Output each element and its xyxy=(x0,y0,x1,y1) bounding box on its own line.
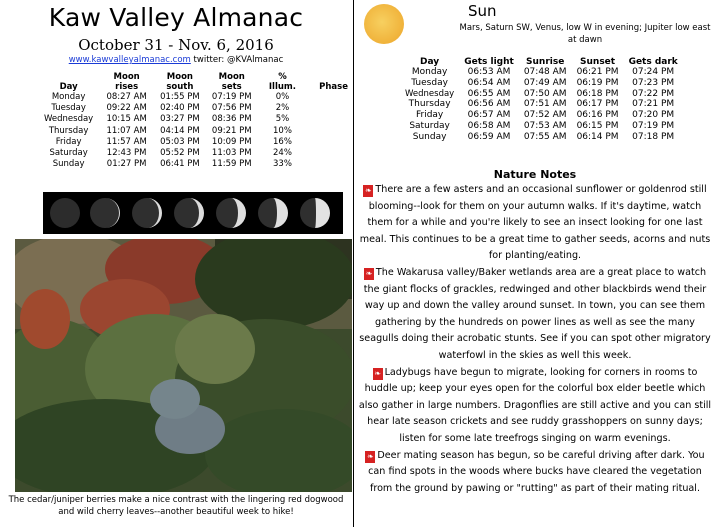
moon-cell xyxy=(305,92,352,103)
table-row xyxy=(40,114,352,125)
sun-cell: 06:58 AM xyxy=(467,120,511,131)
sun-cell: 06:21 PM xyxy=(576,67,619,77)
moon-cell: 10:15 AM xyxy=(106,114,147,125)
moon-cell: 05:52 PM xyxy=(160,148,200,159)
moon-header-rises: Moon rises xyxy=(113,72,140,92)
moon-header-sets: Moon sets xyxy=(218,72,245,92)
table-row xyxy=(400,99,683,110)
sun-cell: 07:20 PM xyxy=(632,110,675,121)
sun-cell: 07:51 AM xyxy=(523,99,567,110)
moon-header-south xyxy=(156,73,204,92)
moon-cell: 11:07 AM xyxy=(106,125,147,136)
moon-phase-icon xyxy=(256,196,290,230)
moon-phase-icon xyxy=(214,196,248,230)
moon-cell: Saturday xyxy=(49,148,88,159)
sun-cell: 06:16 PM xyxy=(576,110,619,121)
sun-cell: 06:18 PM xyxy=(576,88,619,99)
moon-header-day: Day xyxy=(59,81,78,92)
moon-cell xyxy=(305,137,352,148)
table-row xyxy=(400,89,683,100)
photo-caption: The cedar/juniper berries make a nice contrast with the lingering red dogwood and wild cherry leaves--another beautiful week to hike! xyxy=(8,495,344,517)
moon-cell: 0% xyxy=(275,92,290,102)
table-row xyxy=(40,103,352,114)
moon-cell: 05:03 PM xyxy=(160,136,200,147)
page-divider xyxy=(353,0,354,527)
sun-cell: 06:56 AM xyxy=(467,99,511,110)
sun-cell: 07:52 AM xyxy=(523,110,567,121)
sun-cell: 06:57 AM xyxy=(467,110,511,121)
table-row xyxy=(400,110,683,121)
moon-cell: 12:43 PM xyxy=(106,148,147,159)
moon-phase-icon xyxy=(172,196,206,230)
nature-note-text: There are a few asters and an occasional sunflower or goldenrod still blooming--look for them on your autumn walks. If it's daytime, watch them for a while and you're likely to see an insect looking for one last meal. This continues to be a great time to gather seeds, acorns and nuts for planting/eating. xyxy=(359,184,711,262)
moon-cell: 10:09 PM xyxy=(211,136,252,147)
moon-header-south-text: Moon south xyxy=(166,72,194,92)
sun-header-gets-light: Gets light xyxy=(464,57,514,67)
nature-note-text: The Wakarusa valley/Baker wetlands area are a great place to watch the giant flocks of grackles, redwinged and other blackbirds wend their way up and down the valley around sunset. In town, you can see them gathering by the hundreds on power lines as well as see the many seagulls doing their acrobatic stunts. See if you can spot other migratory waterfowl in the skies as well this week. xyxy=(359,266,711,361)
sun-cell: Friday xyxy=(415,110,444,121)
moon-cell: 09:21 PM xyxy=(211,125,252,136)
moon-cell: 11:03 PM xyxy=(211,148,252,159)
moon-cell: 5% xyxy=(275,114,290,125)
table-row xyxy=(40,137,352,148)
moon-cell: 24% xyxy=(273,148,292,159)
sun-header-sunrise: Sunrise xyxy=(526,57,565,67)
sun-title: Sun xyxy=(468,2,497,20)
sun-cell: 07:22 PM xyxy=(632,88,675,99)
moon-cell: 01:55 PM xyxy=(160,92,200,102)
left-page xyxy=(0,0,352,527)
links-line xyxy=(0,55,352,65)
moon-cell xyxy=(305,159,352,170)
sun-cell: Thursday xyxy=(408,99,451,110)
twitter-handle: twitter: @KVAlmanac xyxy=(193,55,284,65)
sun-cell: Wednesday xyxy=(405,88,455,99)
moon-cell xyxy=(305,103,352,114)
moon-cell: Sunday xyxy=(52,159,85,170)
moon-cell xyxy=(305,126,352,137)
table-row xyxy=(400,121,683,132)
moon-cell: 11:57 AM xyxy=(106,136,147,147)
moon-cell: 01:27 PM xyxy=(106,159,147,170)
moon-cell: 02:40 PM xyxy=(160,103,200,114)
moon-cell xyxy=(305,114,352,125)
sun-cell: 06:14 PM xyxy=(576,131,619,142)
moon-header-illum: % Illum. xyxy=(268,72,297,92)
sun-table-header xyxy=(400,57,683,67)
sun-cell: 06:17 PM xyxy=(576,99,619,110)
nature-note xyxy=(356,448,714,498)
moon-header-phase: Phase xyxy=(319,81,348,92)
nature-note xyxy=(356,182,714,265)
sun-header-day: Day xyxy=(420,57,440,67)
moon-cell: 03:27 PM xyxy=(160,114,200,125)
sun-header-gets-dark: Gets dark xyxy=(628,57,678,67)
table-row xyxy=(40,92,352,103)
leaf-icon: ❧ xyxy=(367,451,374,461)
sun-table xyxy=(400,57,683,143)
sun-cell: 06:15 PM xyxy=(576,120,619,131)
sun-cell: Tuesday xyxy=(411,77,448,88)
moon-cell: 04:14 PM xyxy=(160,125,200,136)
sun-cell: 07:49 AM xyxy=(523,77,567,88)
moon-cell: Tuesday xyxy=(51,103,86,114)
nature-photo xyxy=(15,239,352,492)
nature-note xyxy=(356,365,714,448)
sun-cell: 06:54 AM xyxy=(467,77,511,88)
leaf-icon: ❧ xyxy=(365,186,372,195)
leaf-icon: ❧ xyxy=(365,268,373,278)
table-row xyxy=(40,148,352,159)
nature-notes-heading: Nature Notes xyxy=(493,168,577,181)
moon-cell: Monday xyxy=(51,92,86,102)
sun-cell: 07:19 PM xyxy=(632,120,675,131)
moon-phase-icon xyxy=(48,196,82,230)
moon-cell: 11:59 PM xyxy=(211,159,252,170)
sun-cell: 06:53 AM xyxy=(467,67,511,77)
sun-cell: 07:23 PM xyxy=(632,77,675,88)
moon-cell: 07:19 PM xyxy=(211,92,252,102)
table-row xyxy=(40,159,352,170)
moon-cell: 16% xyxy=(273,136,292,147)
moon-table xyxy=(40,73,352,170)
sun-cell: Saturday xyxy=(409,120,450,131)
sun-cell: 06:59 AM xyxy=(467,131,511,142)
moon-cell: Friday xyxy=(55,136,82,147)
table-row xyxy=(40,126,352,137)
sun-cell: 07:48 AM xyxy=(523,67,567,77)
sun-cell: 07:50 AM xyxy=(523,88,567,99)
moon-cell: Wednesday xyxy=(44,114,94,125)
sun-icon xyxy=(364,4,404,44)
moon-phase-icon xyxy=(130,196,164,230)
sun-cell: 07:53 AM xyxy=(523,120,567,131)
moon-phase-icon xyxy=(298,196,332,230)
moon-table-header xyxy=(40,73,352,92)
moon-phase-icon xyxy=(88,196,122,230)
moon-cell: 09:22 AM xyxy=(106,103,147,114)
table-row xyxy=(400,132,683,143)
moon-cell: 10% xyxy=(273,125,292,136)
sun-cell: 07:21 PM xyxy=(632,99,675,110)
moon-cell: 06:41 PM xyxy=(160,159,200,170)
moon-cell: 33% xyxy=(273,159,292,170)
sun-cell: Sunday xyxy=(412,131,447,142)
sun-cell: 06:19 PM xyxy=(576,77,619,88)
planets-note: Mars, Saturn SW, Venus, low W in evening; Jupiter low east at dawn xyxy=(459,23,711,45)
sun-cell: 06:55 AM xyxy=(467,88,511,99)
table-row xyxy=(400,78,683,89)
moon-cell: 08:36 PM xyxy=(211,114,252,125)
nature-note xyxy=(356,265,714,365)
nature-notes xyxy=(356,182,714,497)
moon-phase-strip xyxy=(43,192,343,234)
sun-cell: 07:24 PM xyxy=(632,67,675,77)
moon-cell: 08:27 AM xyxy=(106,92,147,102)
table-row xyxy=(400,67,683,78)
moon-cell: 2% xyxy=(275,103,290,114)
moon-cell: Thursday xyxy=(48,125,89,136)
sun-header-sunset: Sunset xyxy=(580,57,616,67)
sun-cell: 07:18 PM xyxy=(632,131,675,142)
nature-note-text: Ladybugs have begun to migrate, looking for corners in rooms to huddle up; keep your eyes open for the colorful box elder beetle which also gather in large numbers. Dragonflies are still active and you can still hear late season crickets and see ruddy grasshoppers on sunny days; listen for some late treefrogs singing on warm evenings. xyxy=(358,366,712,444)
moon-cell: 07:56 PM xyxy=(211,103,252,114)
sun-cell: Monday xyxy=(411,67,448,77)
sun-cell: 07:55 AM xyxy=(523,131,567,142)
nature-note-text: Deer mating season has begun, so be careful driving after dark. You can find spots in the woods where bucks have cleared the vegetation from the ground by pawing or "rutting" as part of their mating ritual. xyxy=(368,449,705,494)
page-title: Kaw Valley Almanac xyxy=(48,3,304,32)
website-link[interactable]: www.kawvalleyalmanac.com xyxy=(68,55,191,65)
leaf-icon: ❧ xyxy=(374,368,381,378)
right-page xyxy=(356,0,714,527)
date-range: October 31 - Nov. 6, 2016 xyxy=(78,36,274,54)
moon-cell xyxy=(305,148,352,159)
